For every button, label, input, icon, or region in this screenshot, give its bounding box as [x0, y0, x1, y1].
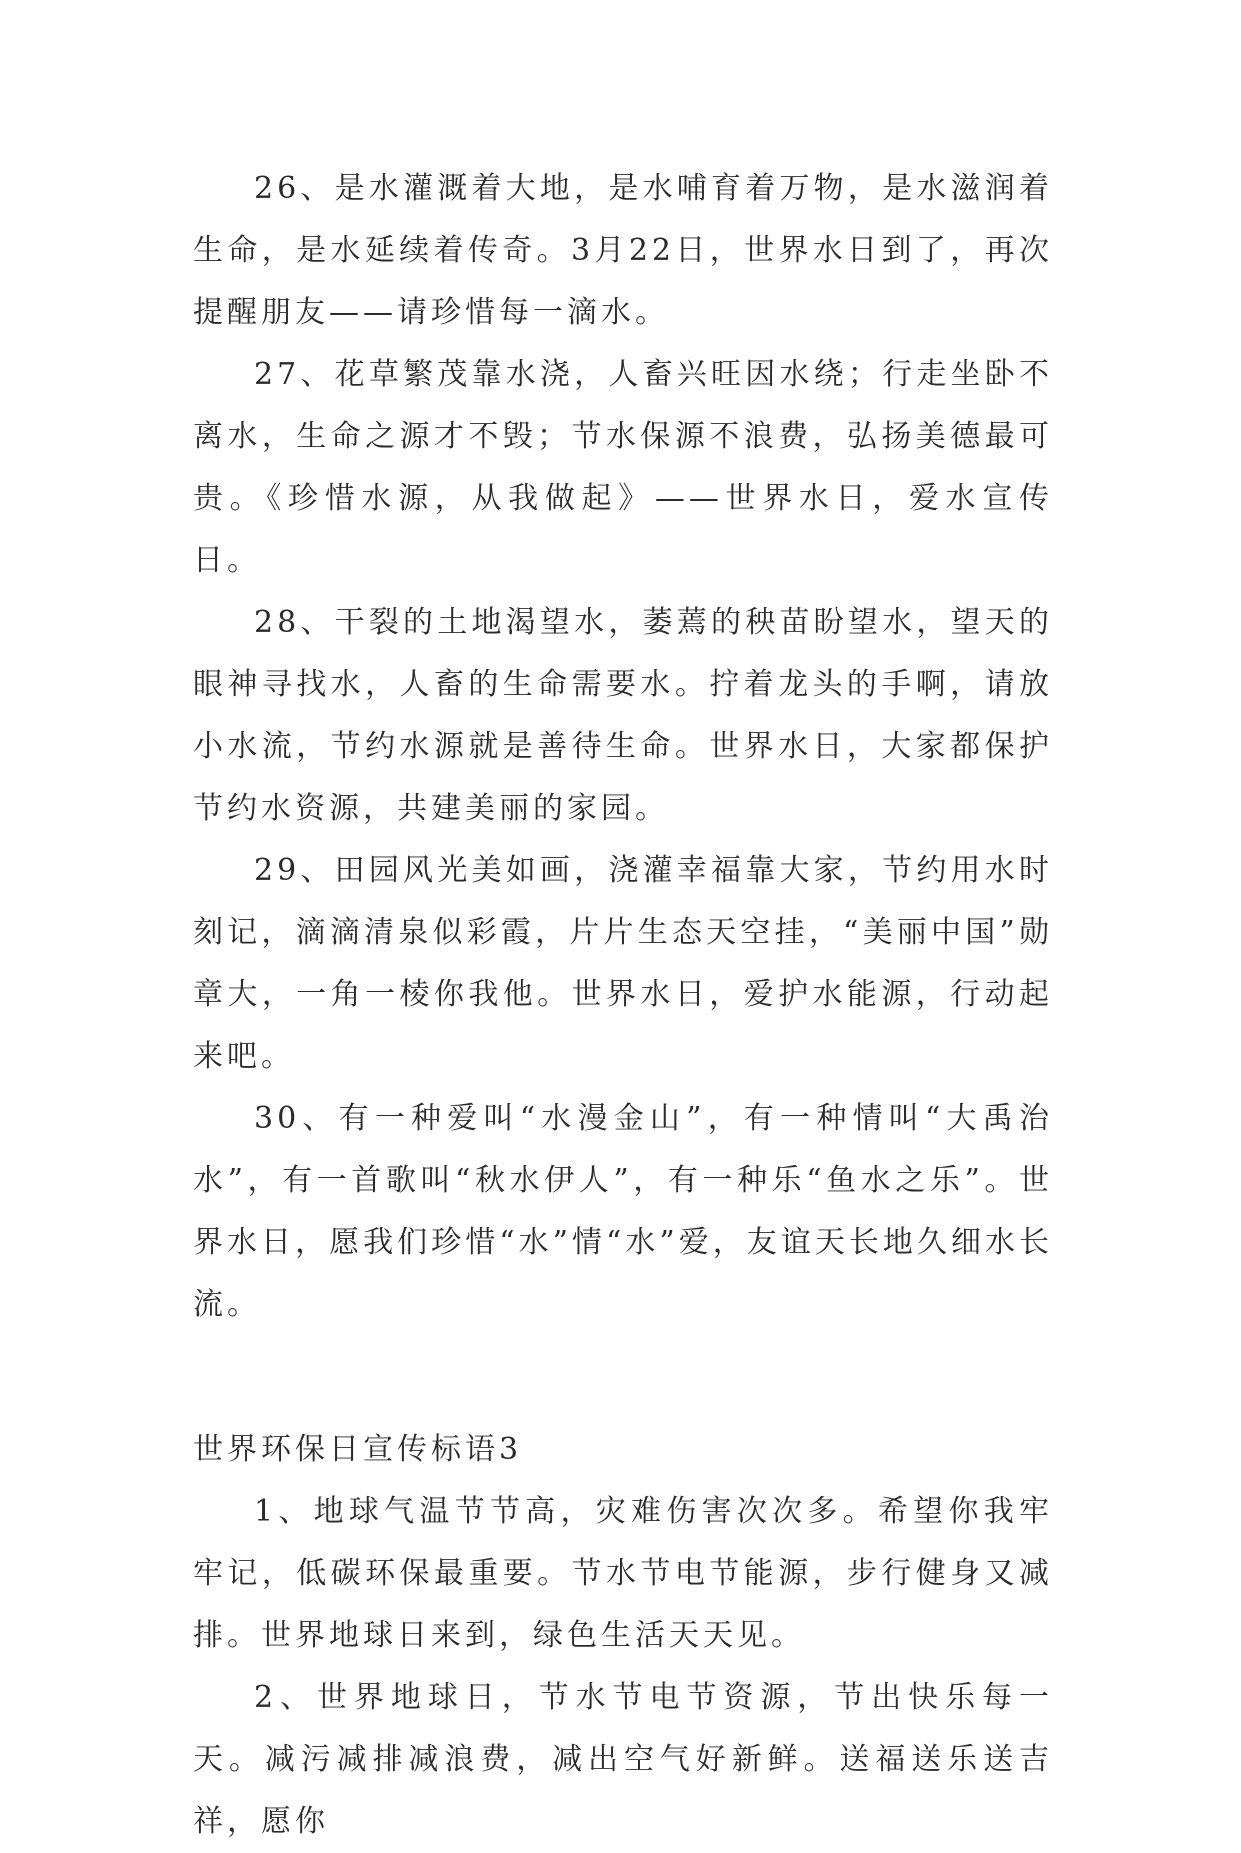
paragraph-27: 27、花草繁茂靠水浇，人畜兴旺因水绕；行走坐卧不离水，生命之源才不毁；节水保源不浪费，弘扬美德最可贵。《珍惜水源，从我做起》——世界水日，爱水宣传日。	[193, 357, 1053, 578]
paragraph-26: 26、是水灌溉着大地，是水哺育着万物，是水滋润着生命，是水延续着传奇。3月22日，世界水日到了，再次提醒朋友——请珍惜每一滴水。	[193, 171, 1053, 330]
paragraph-1: 1、地球气温节节高，灾难伤害次次多。希望你我牢牢记，低碳环保最重要。节水节电节能源，步行健身又减排。世界地球日来到，绿色生活天天见。	[193, 1494, 1053, 1653]
document-body	[193, 158, 1053, 1853]
paragraph-30: 30、有一种爱叫“水漫金山”，有一种情叫“大禹治水”，有一首歌叫“秋水伊人”，有一种乐“鱼水之乐”。世界水日，愿我们珍惜“水”情“水”爱，友谊天长地久细水长流。	[193, 1101, 1053, 1322]
paragraph-29: 29、田园风光美如画，浇灌幸福靠大家，节约用水时刻记，滴滴清泉似彩霞，片片生态天空挂，“美丽中国”勋章大，一角一棱你我他。世界水日，爱护水能源，行动起来吧。	[193, 853, 1053, 1074]
paragraph-2: 2、世界地球日，节水节电节资源，节出快乐每一天。减污减排减浪费，减出空气好新鲜。送福送乐送吉祥，愿你	[193, 1680, 1053, 1839]
paragraph-28: 28、干裂的土地渴望水，萎蔫的秧苗盼望水，望天的眼神寻找水，人畜的生命需要水。拧着龙头的手啊，请放小水流，节约水源就是善待生命。世界水日，大家都保护节约水资源，共建美丽的家园。	[193, 605, 1053, 826]
section-heading: 世界环保日宣传标语3	[193, 1432, 523, 1467]
